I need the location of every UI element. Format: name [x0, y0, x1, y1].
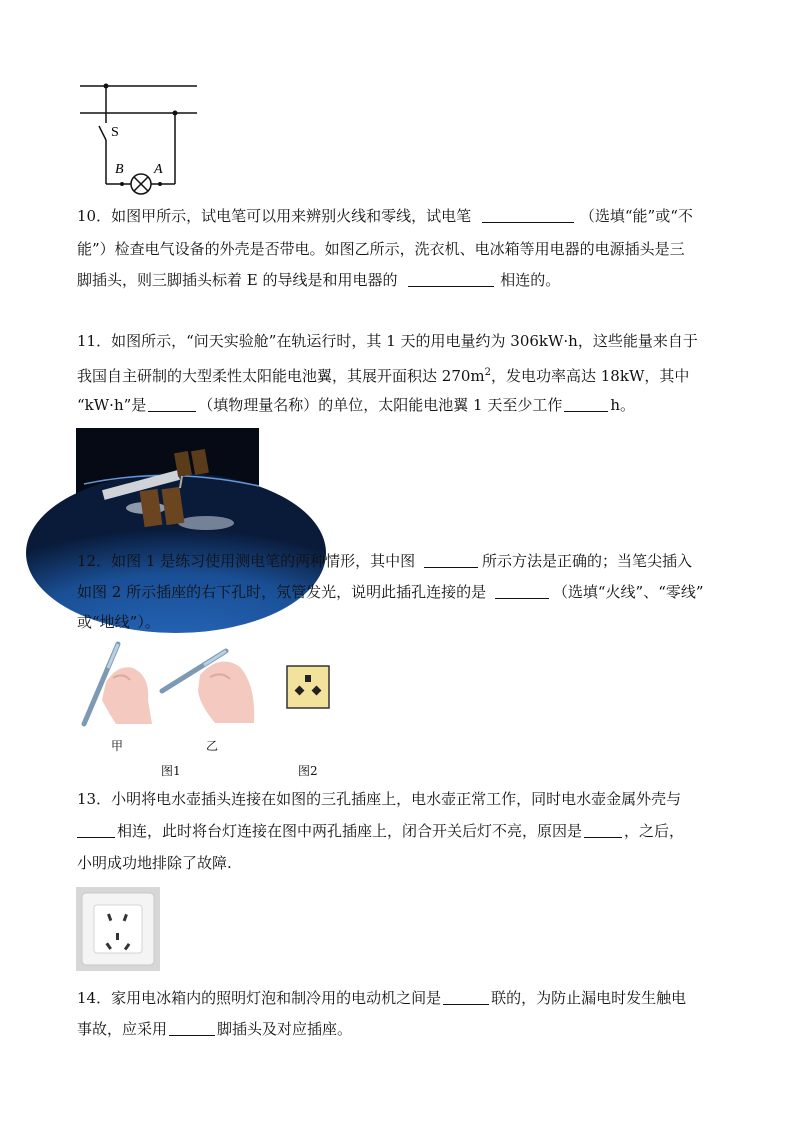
- answer-blank[interactable]: [443, 989, 489, 1005]
- answer-blank[interactable]: [148, 396, 196, 412]
- q14-text: 14．家用电冰箱内的照明灯泡和制冷用的电动机之间是: [77, 989, 442, 1007]
- answer-blank[interactable]: [584, 822, 622, 838]
- switch-label: S: [111, 125, 119, 140]
- q14-text: 联的，为防止漏电时发生触电: [491, 989, 687, 1007]
- figure-1-caption: 图1: [161, 764, 181, 778]
- figure-2-caption: 图2: [298, 764, 318, 778]
- answer-blank[interactable]: [482, 207, 574, 223]
- space-station-photo: [76, 428, 259, 534]
- q11-text: h。: [610, 396, 636, 414]
- point-b-label: B: [115, 162, 124, 177]
- q14-text: 脚插头及对应插座。: [217, 1020, 353, 1038]
- q10-text: 能”）检查电气设备的外壳是否带电。如图乙所示，洗衣机、电冰箱等用电器的电源插头是三: [77, 240, 685, 258]
- answer-blank[interactable]: [495, 583, 549, 599]
- answer-blank[interactable]: [408, 271, 494, 287]
- label-jia: 甲: [111, 739, 124, 753]
- answer-blank[interactable]: [169, 1020, 215, 1036]
- answer-blank[interactable]: [77, 822, 115, 838]
- q11-text: （填物理量名称）的单位，太阳能电池翼 1 天至少工作: [198, 396, 563, 414]
- point-a-label: A: [154, 162, 163, 177]
- tester-pen-hand-yi: [160, 645, 260, 725]
- q13-text: 相连，此时将台灯连接在图中两孔插座上，闭合开关后灯不亮，原因是: [117, 822, 583, 840]
- q12-text: 所示方法是正确的；当笔尖插入: [481, 552, 692, 570]
- q12-text: 12．如图 1 是练习使用测电笔的两种情形，其中图: [77, 552, 416, 570]
- answer-blank[interactable]: [564, 396, 608, 412]
- q13-text: 13．小明将电水壶插头连接在如图的三孔插座上，电水壶正常工作，同时电水壶金属外壳与: [77, 790, 682, 808]
- q12-text: （选填“火线”、“零线”: [552, 583, 704, 601]
- q10-text: 脚插头，则三脚插头标着 E 的导线是和用电器的: [77, 271, 398, 289]
- lamp-icon: [131, 174, 151, 194]
- q11-text: 我国自主研制的大型柔性太阳能电池翼，其展开面积达 270m: [77, 367, 485, 385]
- answer-blank[interactable]: [424, 552, 478, 568]
- q10-text: 相连的。: [500, 271, 561, 289]
- wall-socket-photo: [76, 887, 160, 971]
- q13-text: 小明成功地排除了故障.: [77, 854, 232, 872]
- q10-text: （选填“能”或“不: [579, 207, 693, 225]
- q11-text: “kW·h”是: [77, 396, 147, 414]
- q13-text: ，之后，: [624, 822, 685, 840]
- q11-text: ，发电功率高达 18kW，其中: [491, 367, 690, 385]
- q11-text: 11．如图所示，“问天实验舱”在轨运行时，其 1 天的用电量约为 306kW·h，这些能量来自于: [77, 332, 698, 350]
- q11-superscript: 2: [484, 367, 491, 378]
- socket-icon-fig2: [286, 665, 330, 709]
- q12-text: 如图 2 所示插座的右下孔时，氖管发光，说明此插孔连接的是: [77, 583, 487, 601]
- circuit-diagram: [75, 78, 205, 193]
- q12-text: 或“地线”）。: [77, 613, 160, 631]
- q10-text: 10．如图甲所示，试电笔可以用来辨别火线和零线，试电笔: [77, 207, 472, 225]
- tester-pen-hand-jia: [78, 642, 153, 726]
- label-yi: 乙: [206, 739, 219, 753]
- q14-text: 事故，应采用: [77, 1020, 168, 1038]
